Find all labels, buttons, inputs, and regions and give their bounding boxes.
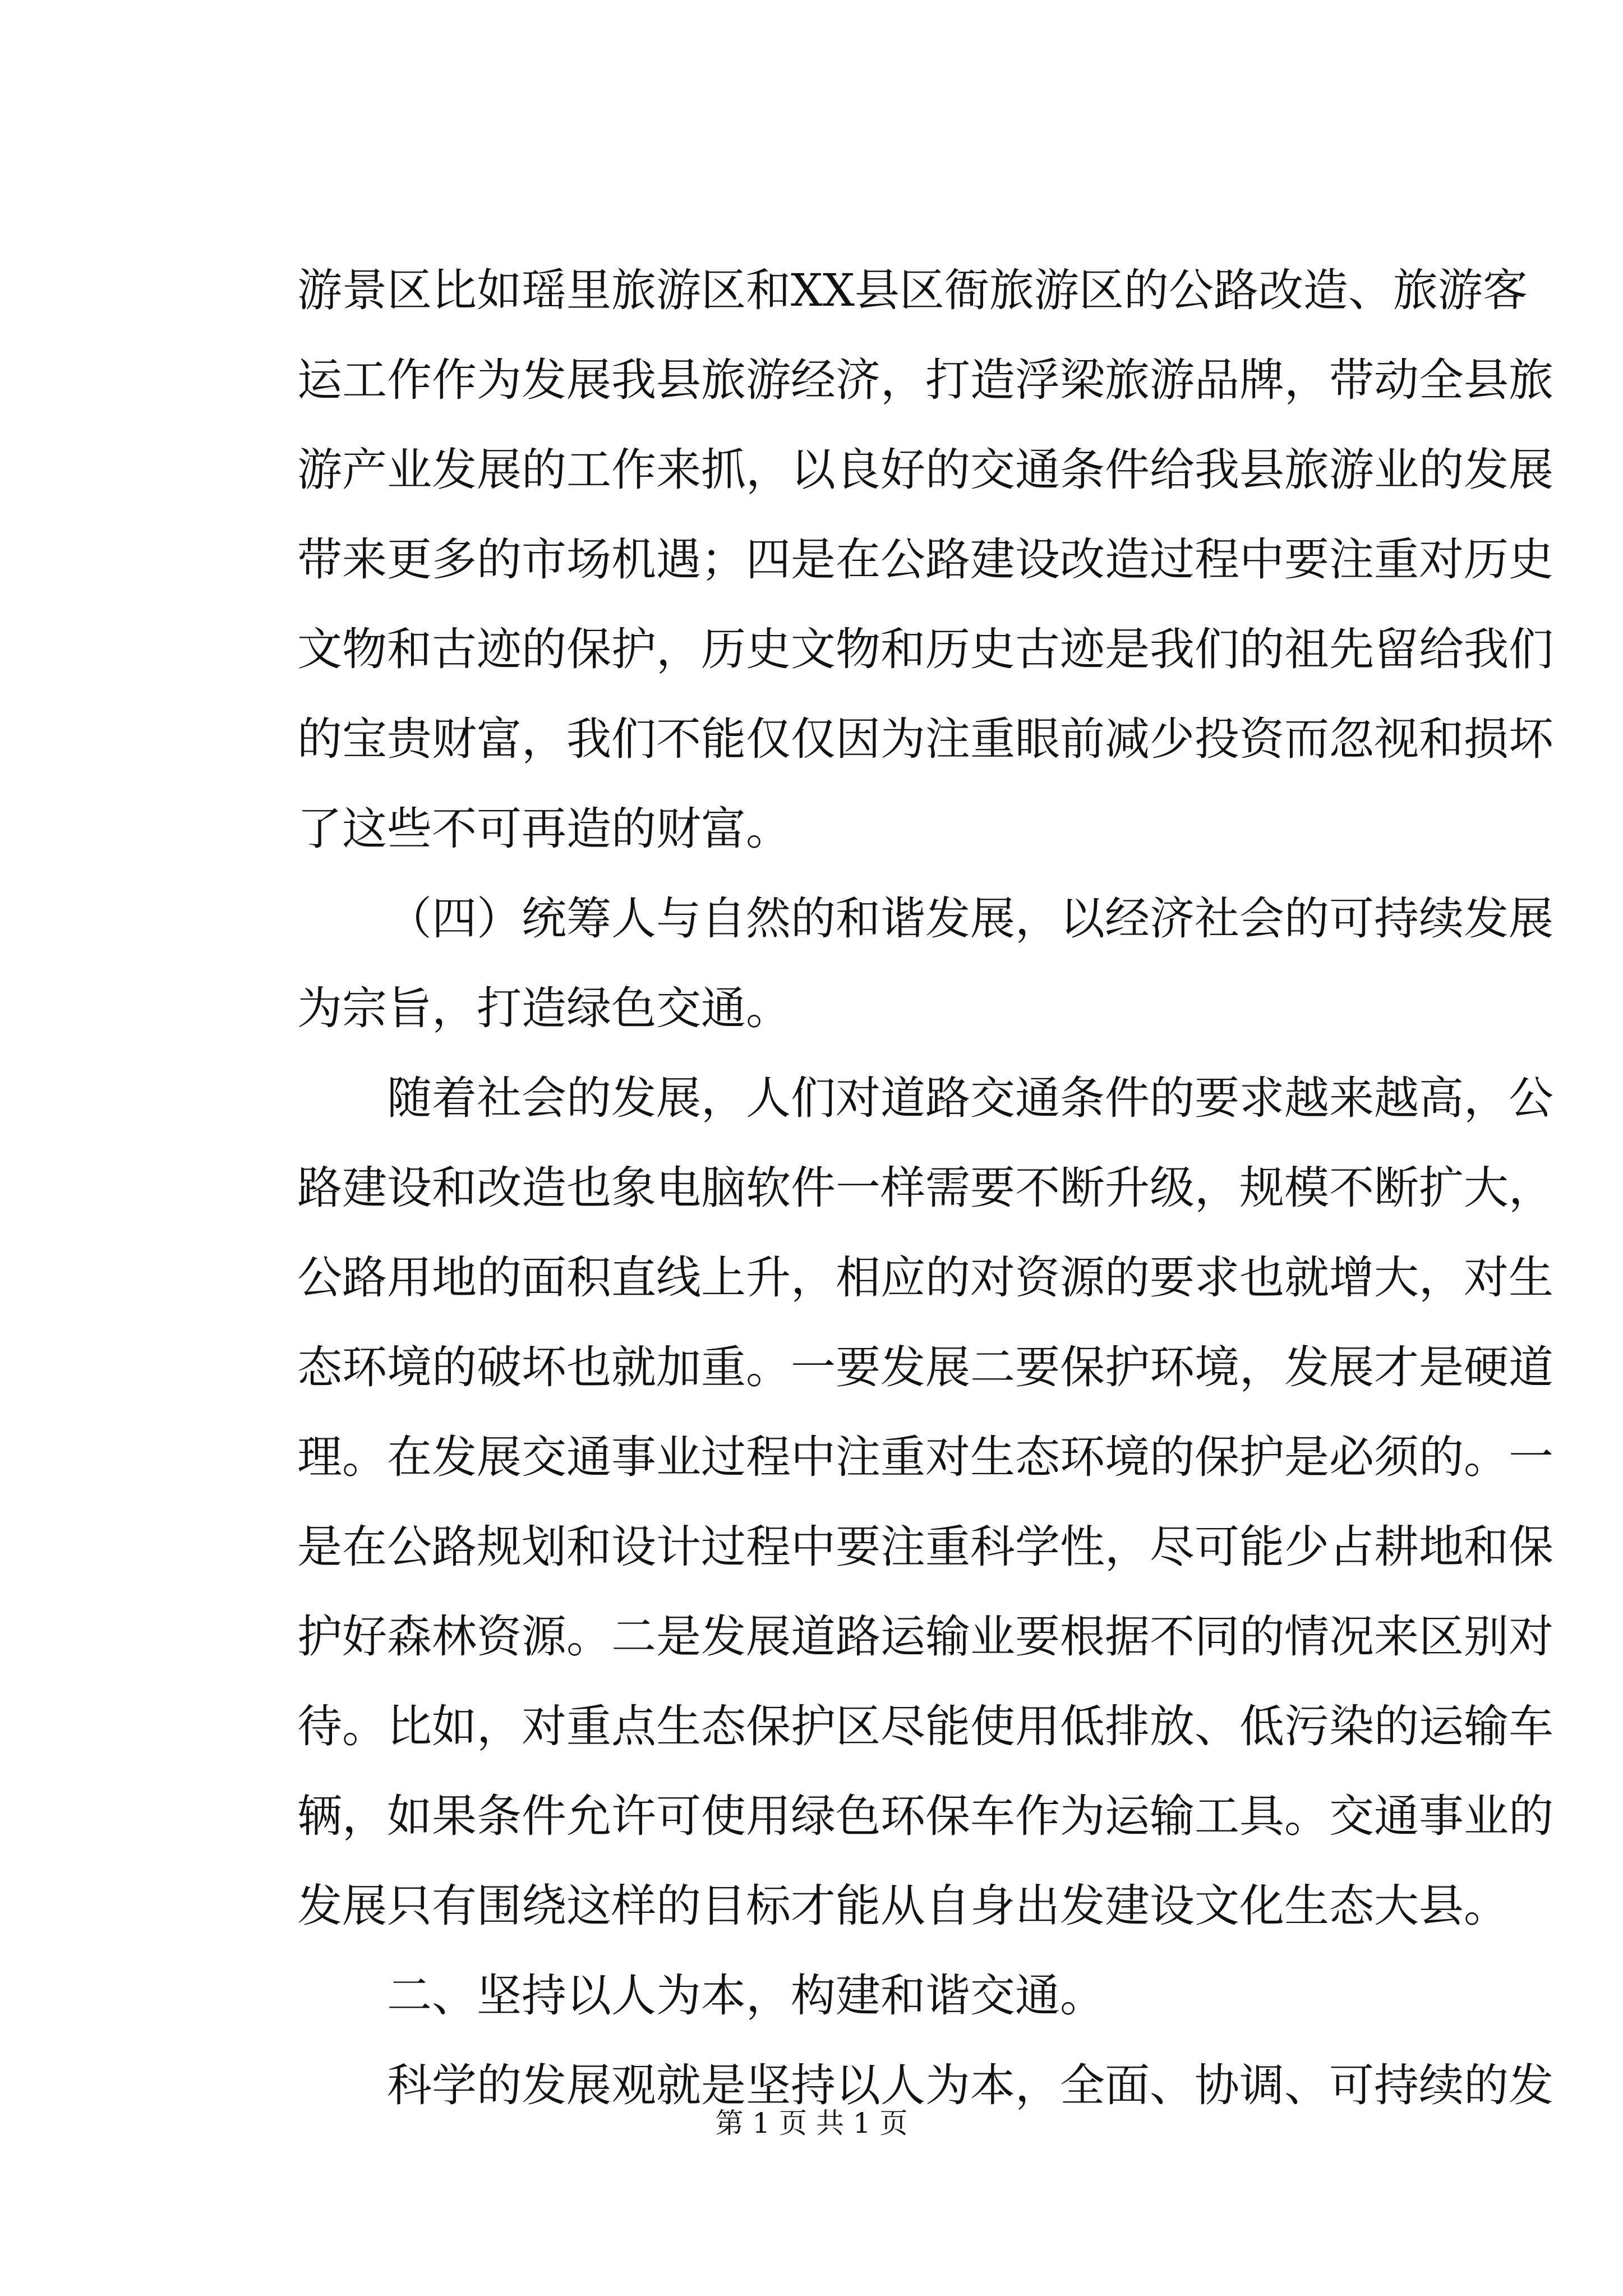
text-line: 公路用地的面积直线上升，相应的对资源的要求也就增大，对生 — [297, 1251, 1553, 1304]
text-line: 科学的发展观就是坚持以人为本，全面、协调、可持续的发 — [387, 2059, 1553, 2111]
section-heading-continuation: 为宗旨，打造绿色交通。 — [297, 982, 791, 1034]
section-heading: 二、坚持以人为本，构建和谐交通。 — [387, 1970, 1105, 2022]
text-line: 文物和古迹的保护，历史文物和历史古迹是我们的祖先留给我们 — [297, 623, 1553, 675]
text-line: 是在公路规划和设计过程中要注重科学性，尽可能少占耕地和保 — [297, 1521, 1553, 1573]
text-line: 带来更多的市场机遇；四是在公路建设改造过程中要注重对历史 — [297, 533, 1553, 586]
document-body — [297, 246, 1553, 2131]
text-line: 游景区比如瑶里旅游区和XX县区衙旅游区的公路改造、旅游客 — [297, 264, 1528, 316]
text-line: 态环境的破坏也就加重。一要发展二要保护环境，发展才是硬道 — [297, 1341, 1553, 1393]
text-line: 护好森林资源。二是发展道路运输业要根据不同的情况来区别对 — [297, 1611, 1553, 1663]
text-line: 游产业发展的工作来抓，以良好的交通条件给我县旅游业的发展 — [297, 444, 1553, 496]
text-line: 随着社会的发展，人们对道路交通条件的要求越来越高，公 — [387, 1072, 1553, 1124]
text-line: 的宝贵财富，我们不能仅仅因为注重眼前减少投资而忽视和损坏 — [297, 713, 1553, 765]
text-line: 路建设和改造也象电脑软件一样需要不断升级，规模不断扩大， — [297, 1162, 1553, 1214]
page-number-footer: 第 1 页 共 1 页 — [715, 2107, 908, 2139]
text-line: 待。比如，对重点生态保护区尽能使用低排放、低污染的运输车 — [297, 1700, 1553, 1752]
text-line: 运工作作为发展我县旅游经济，打造浮梁旅游品牌，带动全县旅 — [297, 354, 1553, 406]
text-line: 了这些不可再造的财富。 — [297, 803, 791, 855]
text-line: 辆，如果条件允许可使用绿色环保车作为运输工具。交通事业的 — [297, 1790, 1553, 1842]
section-heading: （四）统筹人与自然的和谐发展，以经济社会的可持续发展 — [387, 892, 1553, 945]
text-line: 理。在发展交通事业过程中注重对生态环境的保护是必须的。一 — [297, 1431, 1553, 1483]
text-line: 发展只有围绕这样的目标才能从自身出发建设文化生态大县。 — [297, 1880, 1509, 1932]
